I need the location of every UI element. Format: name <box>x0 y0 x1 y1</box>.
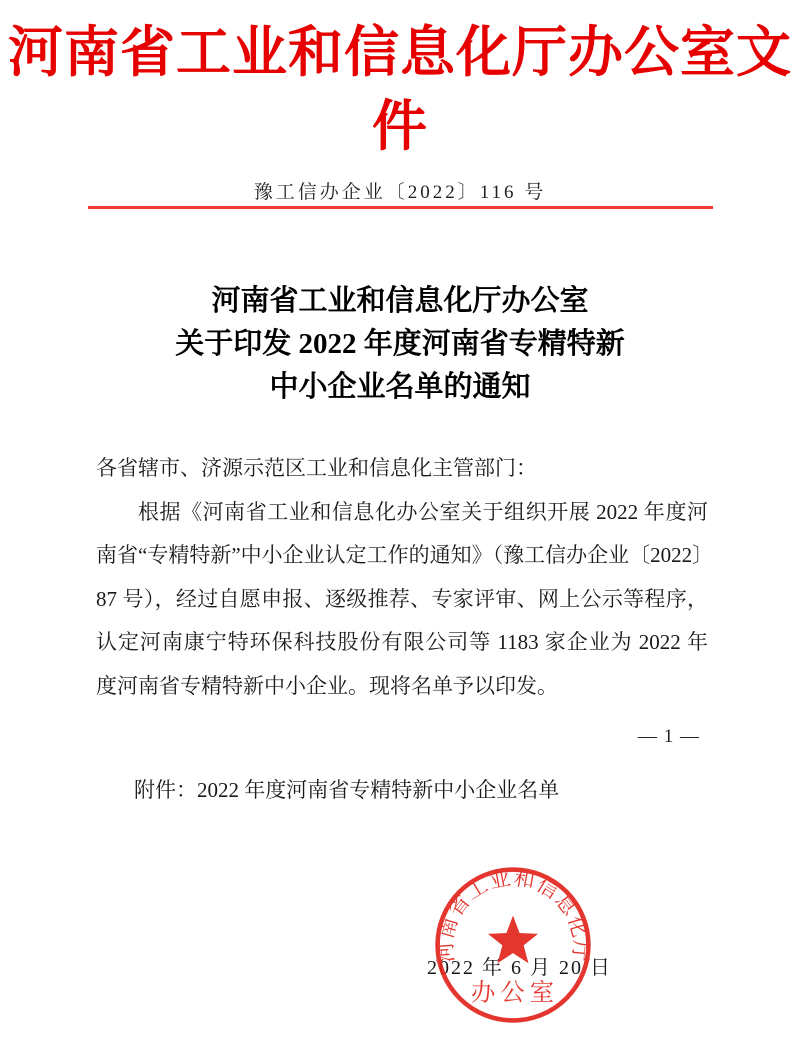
stamp-arc-text: 河南省工业和信息化厅 <box>434 867 592 964</box>
document-title <box>0 280 800 409</box>
star-icon <box>488 916 538 964</box>
body-line: 认定河南康宁特环保科技股份有限公司等 1183 家企业为 2022 年 <box>96 630 708 654</box>
red-header-banner: 河南省工业和信息化厅办公室文件 <box>7 22 792 158</box>
title-line-1: 河南省工业和信息化厅办公室 <box>211 285 589 317</box>
document-body <box>96 447 714 708</box>
body-line: 南省“专精特新”中小企业认定工作的通知》（豫工信办企业〔2022〕 <box>96 543 714 567</box>
title-line-3: 中小企业名单的通知 <box>269 371 531 403</box>
document-number: 豫工信办企业〔2022〕116 号 <box>253 182 547 203</box>
salutation-line: 各省辖市、济源示范区工业和信息化主管部门： <box>96 456 537 480</box>
issue-date: 2022 年 6 月 20 日 <box>427 957 612 979</box>
official-stamp <box>432 865 594 1025</box>
stamp-bottom-text: 办公室 <box>470 979 560 1007</box>
body-line: 根据《河南省工业和信息化办公室关于组织开展 2022 年度河 <box>138 499 708 524</box>
page-number: — 1 — <box>638 726 700 747</box>
body-line: 87 号），经过自愿申报、逐级推荐、专家评审、网上公示等程序， <box>96 586 708 611</box>
attachment-line: 附件：2022 年度河南省专精特新中小企业名单 <box>134 778 560 802</box>
body-line: 度河南省专精特新中小企业。现将名单予以印发。 <box>96 673 558 698</box>
red-divider-rule <box>88 206 713 209</box>
title-line-2: 关于印发 2022 年度河南省专精特新 <box>175 328 625 360</box>
